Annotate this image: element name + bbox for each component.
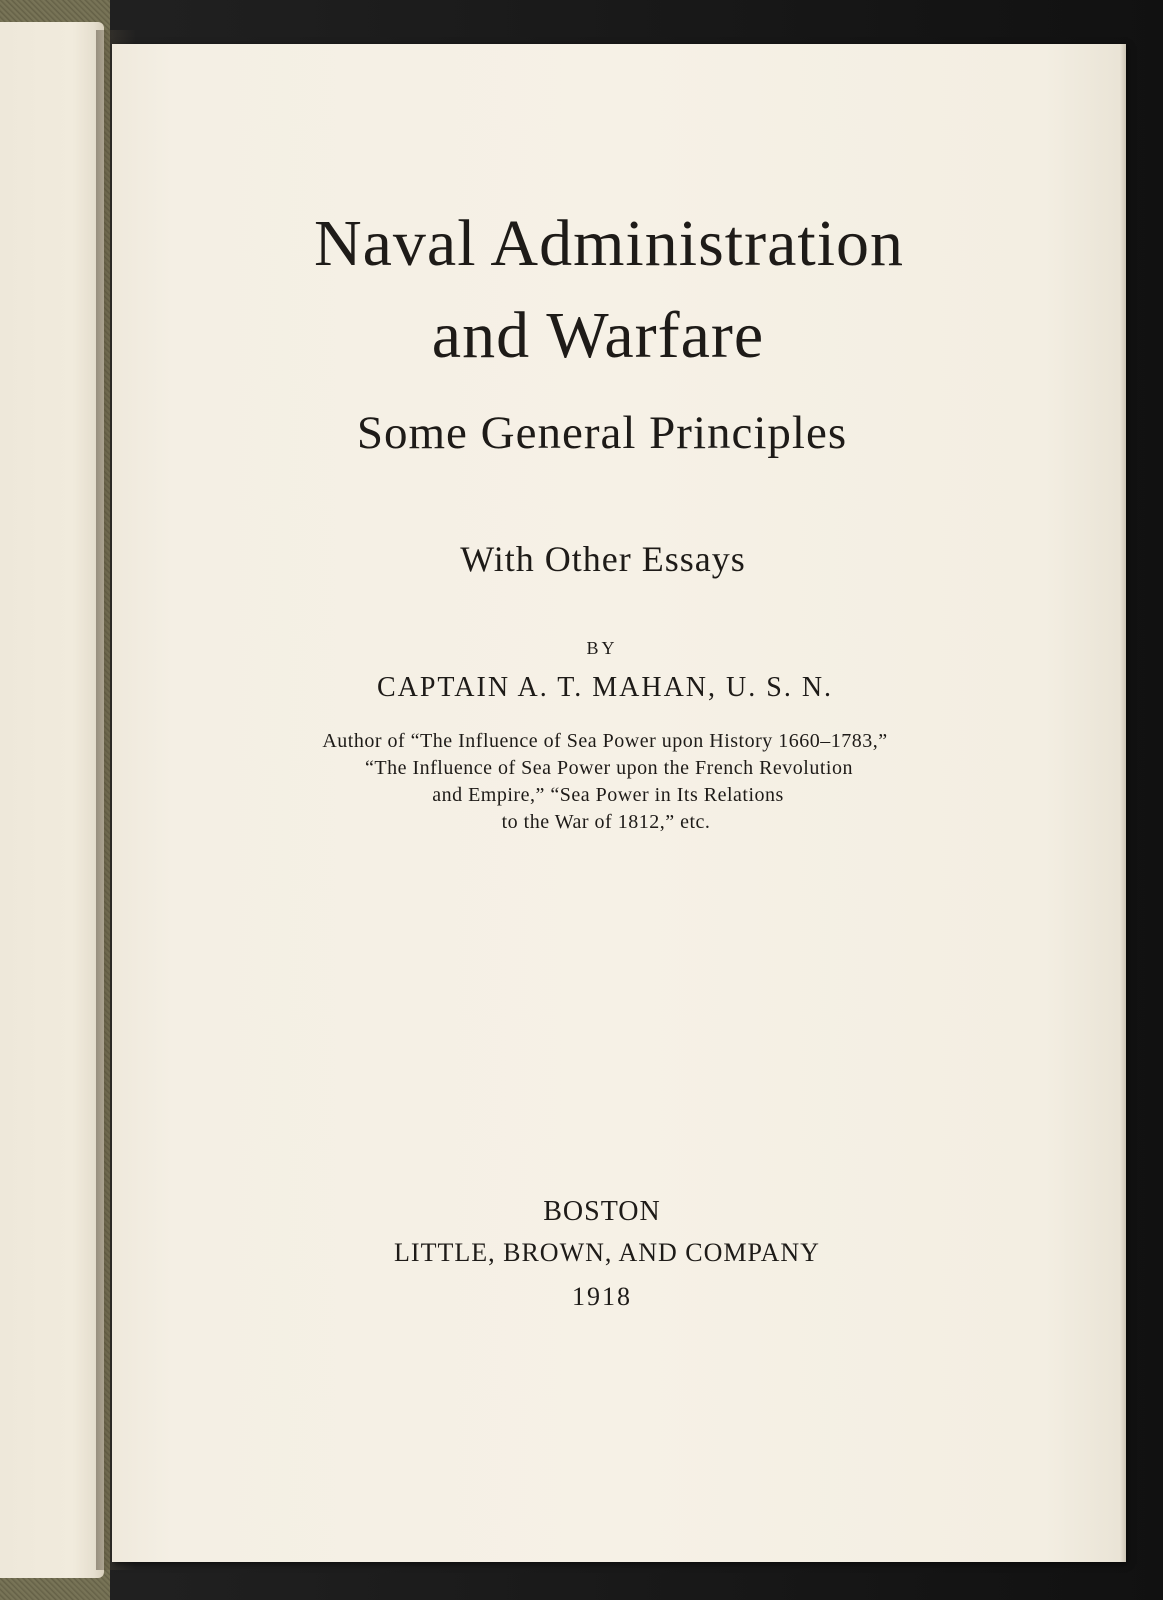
other-works-line: Author of “The Influence of Sea Power upon History 1660–1783,” (322, 730, 888, 752)
publisher-name: LITTLE, BROWN, AND COMPANY (394, 1238, 820, 1267)
by-line: BY (586, 638, 618, 658)
publication-city: BOSTON (543, 1196, 661, 1227)
other-works-line: and Empire,” “Sea Power in Its Relations (432, 784, 784, 806)
other-works-line: “The Influence of Sea Power upon the French Revolution (365, 757, 853, 779)
other-works-line: to the War of 1812,” etc. (501, 811, 711, 833)
publication-year: 1918 (572, 1282, 632, 1311)
subtitle: Some General Principles (356, 407, 848, 459)
title-page (112, 44, 1126, 1562)
other-essays-line: With Other Essays (460, 539, 746, 579)
left-endpaper (0, 22, 104, 1578)
title-line-2: and Warfare (431, 299, 765, 372)
author-name: CAPTAIN A. T. MAHAN, U. S. N. (376, 672, 834, 703)
page-edge (1120, 44, 1126, 1562)
title-line-1: Naval Administration (313, 207, 905, 280)
